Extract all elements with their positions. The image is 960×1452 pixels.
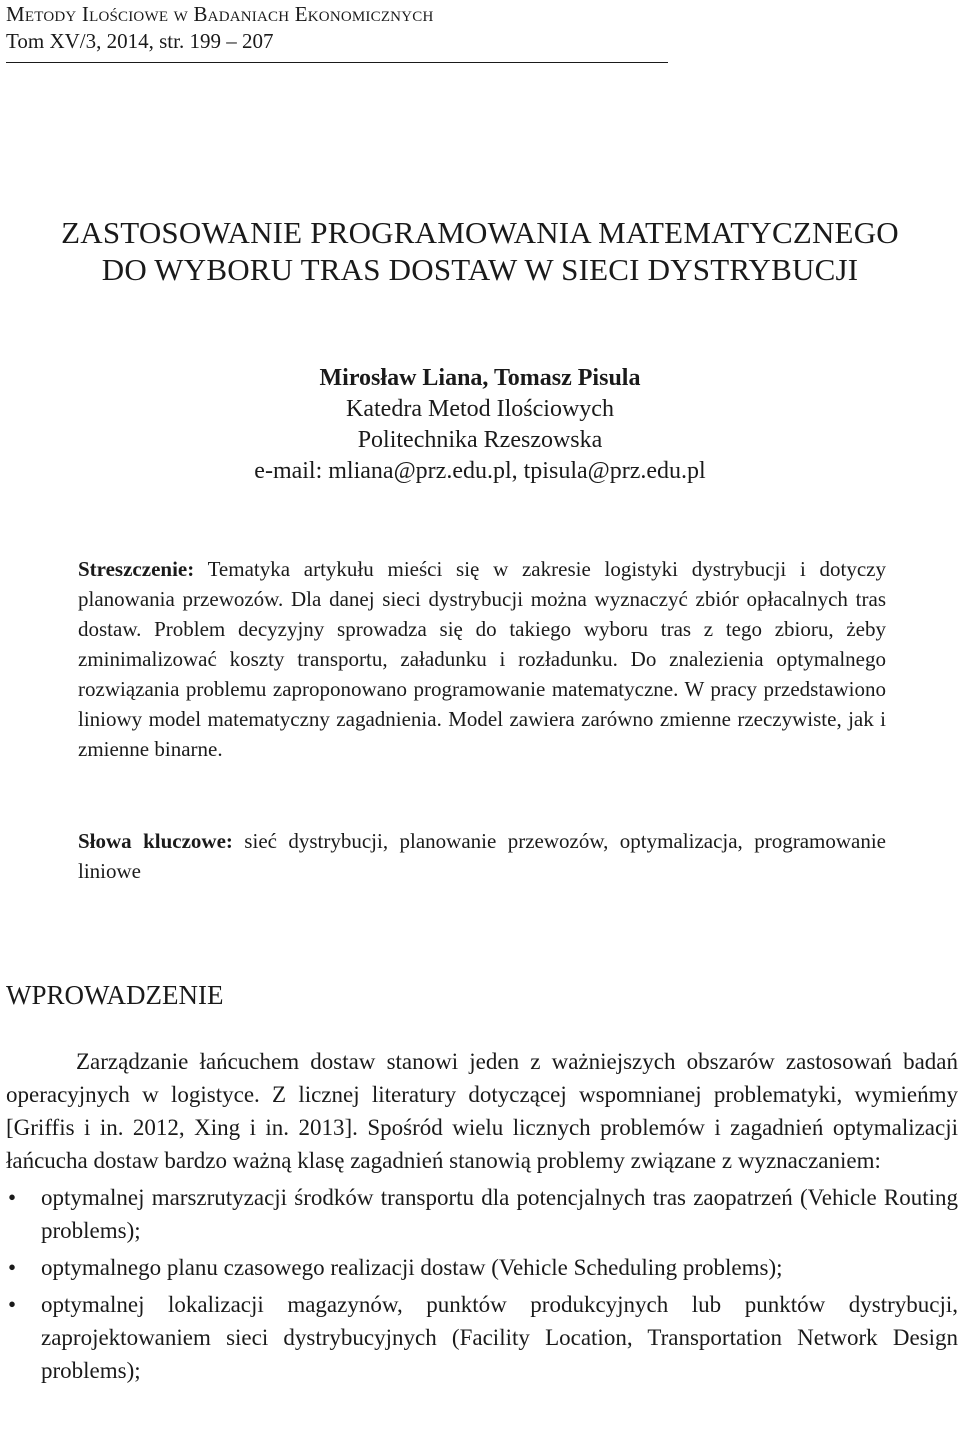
header-rule: [6, 62, 668, 63]
journal-name-part: Badaniach: [193, 2, 295, 26]
author-institution: Politechnika Rzeszowska: [357, 427, 603, 453]
abstract-label: Streszczenie:: [78, 557, 195, 581]
journal-issue: Tom XV/3, 2014, str. 199 – 207: [6, 29, 274, 53]
abstract: [78, 554, 886, 764]
bullet-list: [6, 1181, 958, 1387]
journal-name-part: Metody: [6, 2, 82, 26]
author-block: [0, 363, 960, 487]
list-item-text: optymalnej marszrutyzacji środków transportu dla potencjalnych tras zaopatrzeń (Vehicle Routing problems);: [41, 1185, 958, 1243]
paper-title: [0, 214, 960, 288]
list-item-text: optymalnego planu czasowego realizacji dostaw (Vehicle Scheduling problems);: [41, 1255, 783, 1280]
keywords-label: Słowa kluczowe:: [78, 829, 233, 853]
list-item: [6, 1288, 958, 1387]
bullet-icon: •: [8, 1255, 17, 1280]
body-text: [6, 1045, 958, 1387]
list-item: [6, 1251, 958, 1284]
author-email: e-mail: mliana@prz.edu.pl, tpisula@prz.edu.pl: [254, 458, 706, 484]
keywords-text: sieć dystrybucji, planowanie przewozów, optymalizacja, programowanie liniowe: [78, 829, 886, 883]
author-names: Mirosław Liana, Tomasz Pisula: [319, 365, 641, 391]
title-line-2: DO WYBORU TRAS DOSTAW W SIECI DYSTRYBUCJI: [101, 252, 859, 287]
section-heading: WPROWADZENIE: [6, 980, 224, 1010]
journal-name-part: Ekonomicznych: [294, 2, 434, 26]
list-item-text: optymalnej lokalizacji magazynów, punktów produkcyjnych lub punktów dystrybucji, zaprojektowaniem sieci dystrybucyjnych (Facility Location, Transportation Network Design problems);: [41, 1292, 958, 1383]
keywords: [78, 826, 886, 886]
bullet-icon: •: [8, 1185, 17, 1210]
list-item: [6, 1181, 958, 1247]
intro-paragraph: Zarządzanie łańcuchem dostaw stanowi jeden z ważniejszych obszarów zastosowań badań operacyjnych w logistyce. Z licznej literatury dotyczącej wspomnianej problematyki, wymieńmy [Griffis i in. 2012, Xing i in. 2013]. Spośród wielu licznych problemów i zagadnień optymalizacji łańcucha dostaw bardzo ważną klasę zagadnień stanowią problemy związane z wyznaczaniem:: [6, 1049, 958, 1173]
journal-name-part: Ilościowe w: [81, 2, 194, 26]
bullet-icon: •: [8, 1292, 17, 1317]
journal-name: [6, 0, 668, 28]
title-line-1: ZASTOSOWANIE PROGRAMOWANIA MATEMATYCZNEGO: [61, 215, 899, 250]
abstract-text: Tematyka artykułu mieści się w zakresie logistyki dystrybucji i dotyczy planowania przewozów. Dla danej sieci dystrybucji można wyznaczyć zbiór opłacalnych tras dostaw. Problem decyzyjny sprowadza się do takiego wyboru tras z tego zbioru, żeby zminimalizować koszty transportu, załadunku i rozładunku. Do znalezienia optymalnego rozwiązania problemu zaproponowano programowanie matematyczne. W pracy przedstawiono liniowy model matematyczny zagadnienia. Model zawiera zarówno zmienne rzeczywiste, jak i zmienne binarne.: [78, 557, 886, 761]
author-department: Katedra Metod Ilościowych: [346, 396, 614, 422]
journal-header: [6, 0, 668, 54]
